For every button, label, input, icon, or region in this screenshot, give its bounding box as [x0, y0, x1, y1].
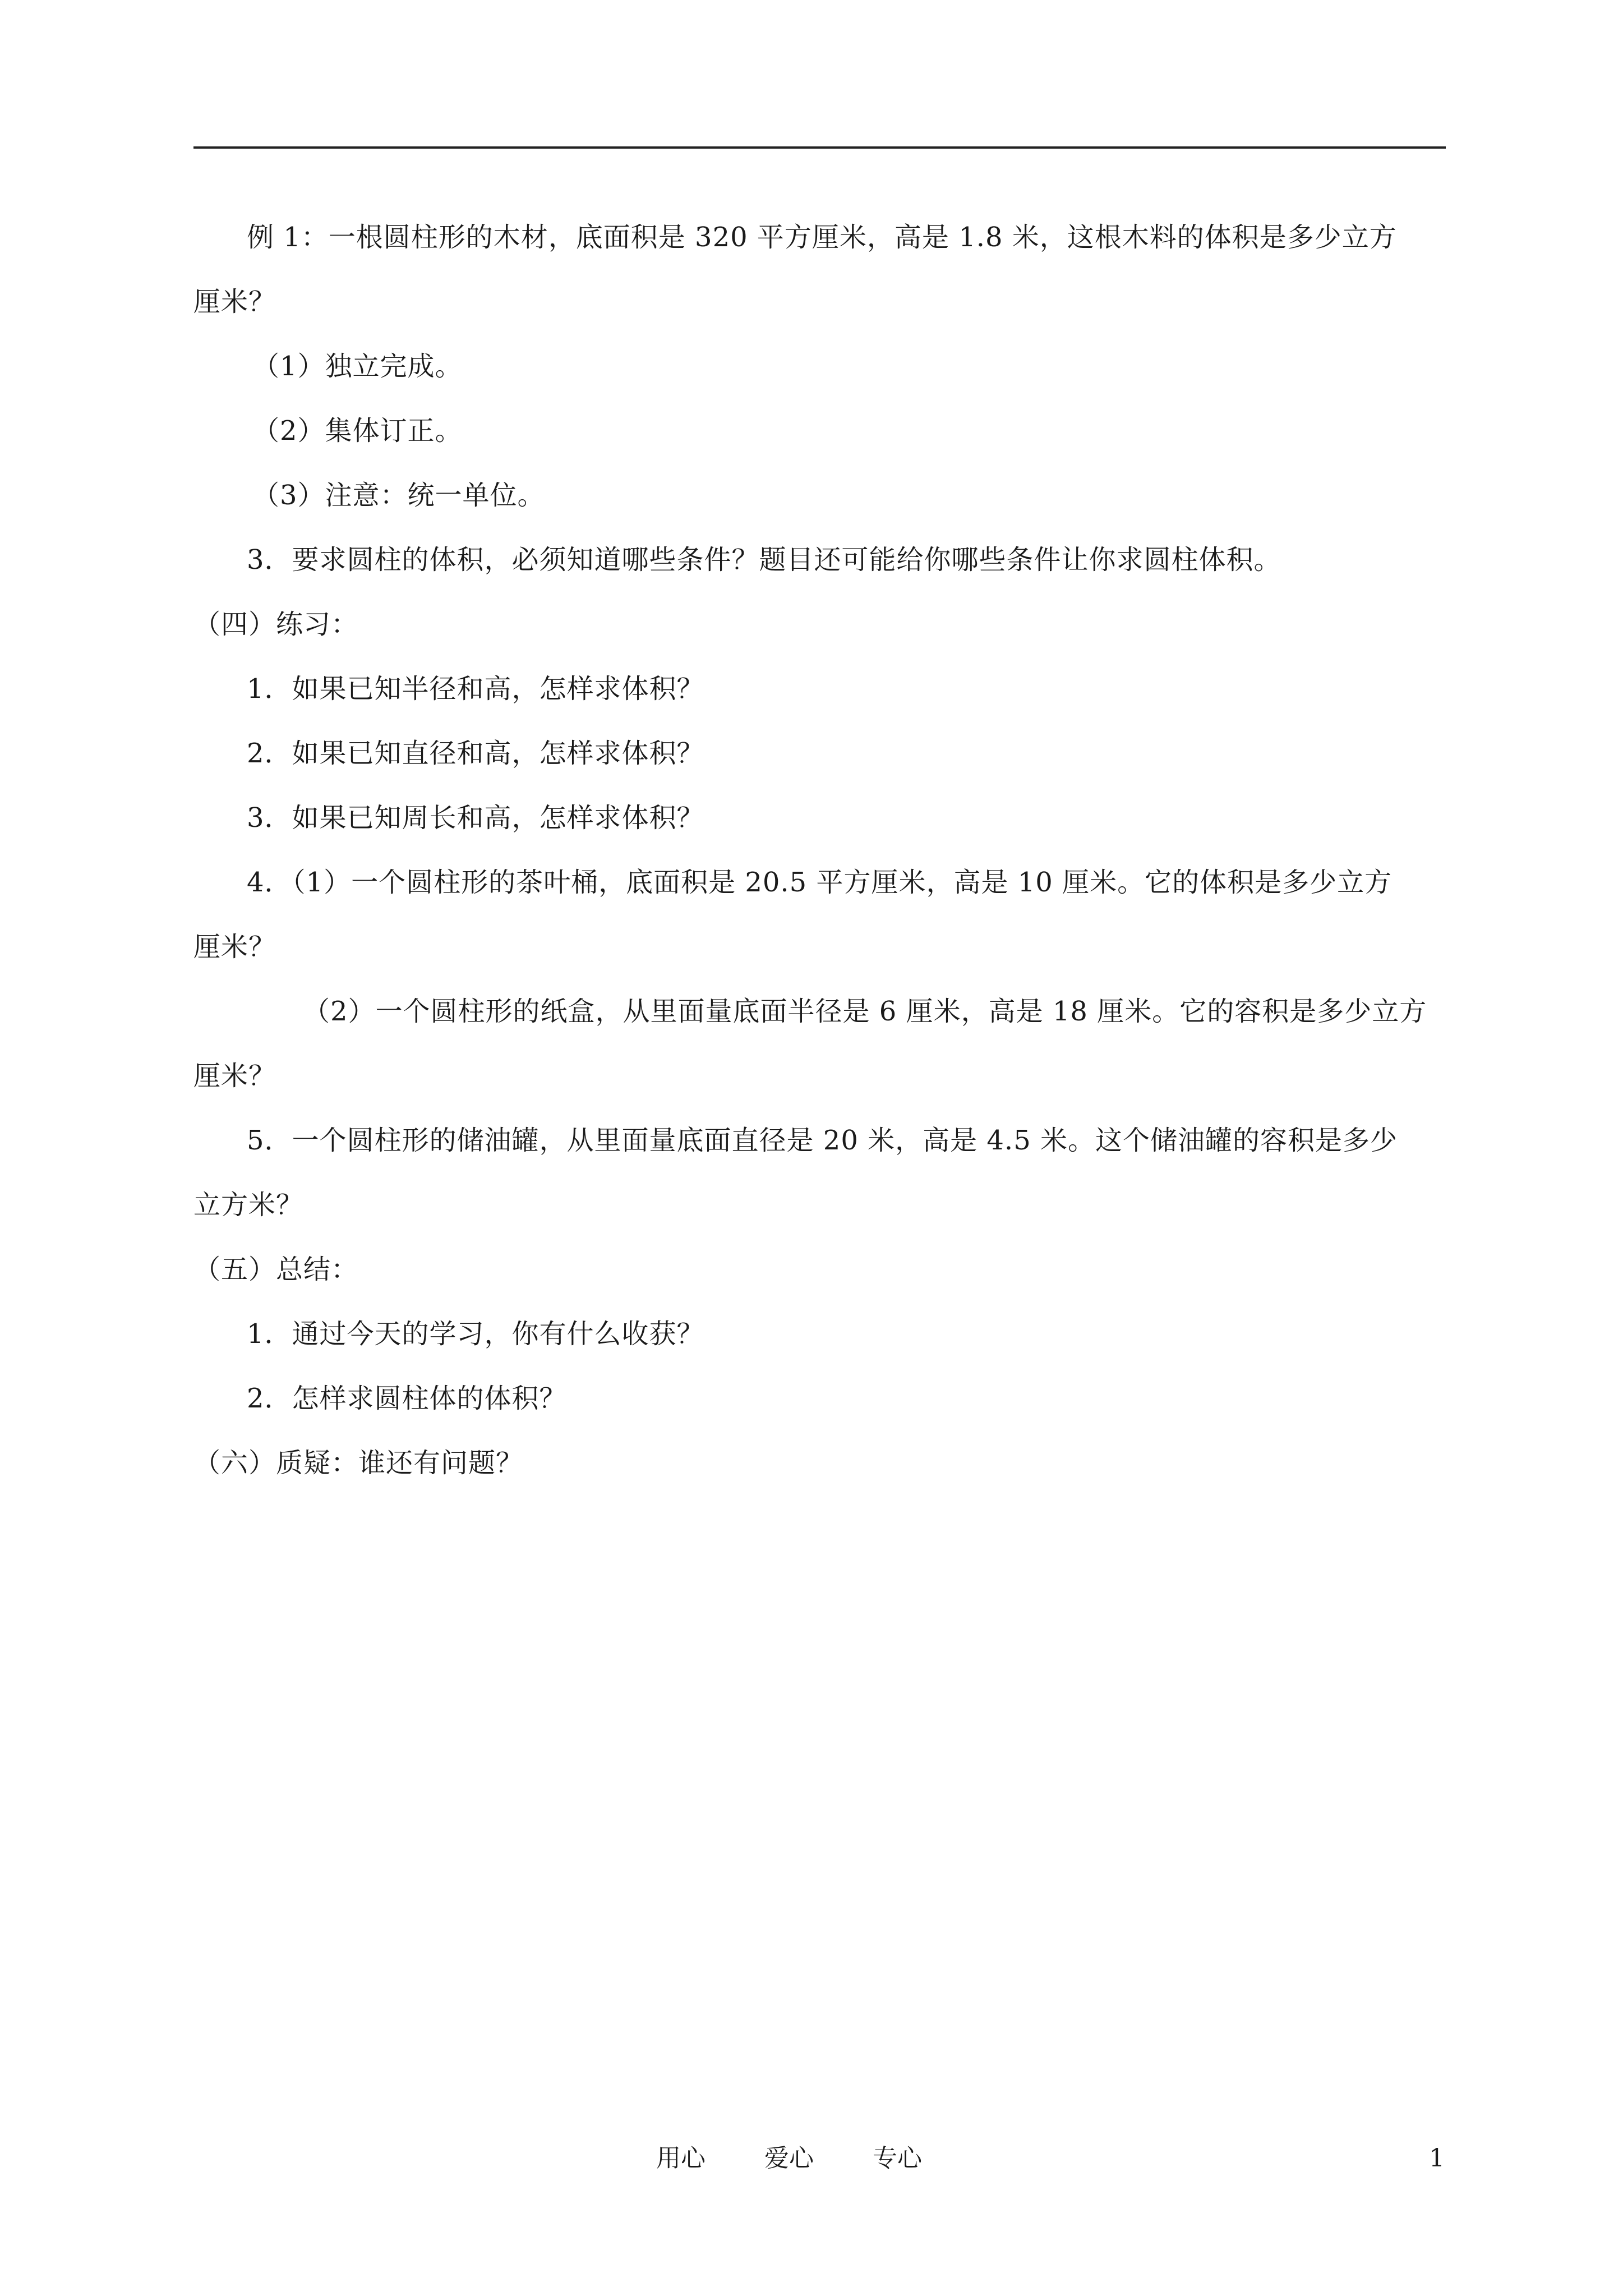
text-line: 厘米？ — [193, 286, 276, 318]
text-line: 5．一个圆柱形的储油罐，从里面量底面直径是 20 米，高是 4.5 米。这个储油罐的容积是多少 — [247, 1125, 1398, 1156]
text-line: 3．要求圆柱的体积，必须知道哪些条件？题目还可能给你哪些条件让你求圆柱体积。 — [247, 544, 1281, 576]
page-footer — [0, 2142, 1623, 2175]
text-line: （1）独立完成。 — [252, 351, 463, 382]
text-line: 2．怎样求圆柱体的体积？ — [247, 1383, 567, 1414]
text-line: （2）集体订正。 — [252, 415, 463, 447]
text-line: （2）一个圆柱形的纸盒，从里面量底面半径是 6 厘米，高是 18 厘米。它的容积是多少立方 — [303, 996, 1427, 1027]
text-line: 例 1：一根圆柱形的木材，底面积是 320 平方厘米，高是 1.8 米，这根木料的体积是多少立方 — [247, 222, 1397, 253]
header-rule — [193, 146, 1446, 149]
text-line: 立方米？ — [193, 1189, 304, 1221]
text-line: 厘米？ — [193, 931, 276, 963]
page-number: 1 — [1429, 2144, 1445, 2173]
text-line: 1．通过今天的学习，你有什么收获？ — [247, 1318, 704, 1350]
section-heading: （六）质疑：谁还有问题？ — [193, 1447, 524, 1479]
text-line: 4．（1）一个圆柱形的茶叶桶，底面积是 20.5 平方厘米，高是 10 厘米。它的体积是多少立方 — [247, 867, 1393, 898]
text-line: 1．如果已知半径和高，怎样求体积？ — [247, 673, 704, 705]
footer-motto-word: 专心 — [873, 2144, 922, 2173]
text-line: 2．如果已知直径和高，怎样求体积？ — [247, 738, 704, 769]
footer-motto-word: 用心 — [656, 2144, 706, 2173]
footer-motto-word: 爱心 — [764, 2144, 814, 2173]
footer-motto — [656, 2142, 922, 2175]
section-heading: （四）练习： — [193, 609, 359, 640]
text-line: （3）注意：统一单位。 — [252, 480, 545, 511]
section-heading: （五）总结： — [193, 1254, 359, 1285]
text-line: 厘米？ — [193, 1060, 276, 1092]
text-line: 3．如果已知周长和高，怎样求体积？ — [247, 802, 704, 834]
document-body — [193, 205, 1446, 1496]
